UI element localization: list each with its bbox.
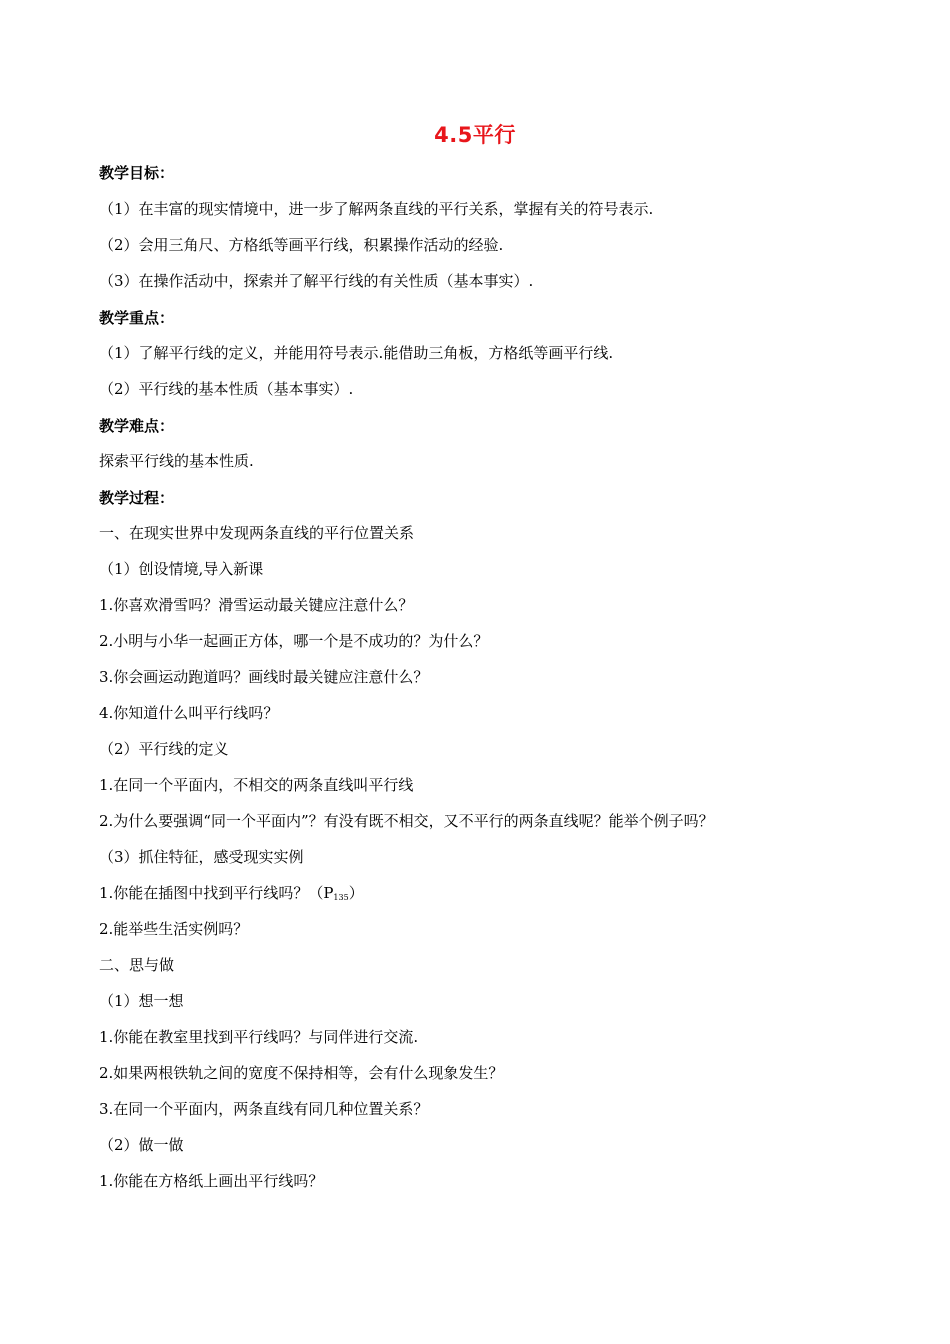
list-item: 3.你会画运动跑道吗？画线时最关键应注意什么？ <box>99 668 429 686</box>
list-item: 2.小明与小华一起画正方体，哪一个是不成功的？为什么？ <box>99 632 489 650</box>
list-item: 1.你能在方格纸上画出平行线吗？ <box>99 1172 324 1190</box>
list-item: 2.如果两根铁轨之间的宽度不保持相等，会有什么现象发生？ <box>99 1064 504 1082</box>
subsection-title: （2）做一做 <box>99 1136 184 1154</box>
list-item: 3.在同一个平面内，两条直线有同几种位置关系？ <box>99 1100 429 1118</box>
section-title: 一、在现实世界中发现两条直线的平行位置关系 <box>99 524 415 542</box>
goal-item: （1）在丰富的现实情境中，进一步了解两条直线的平行关系，掌握有关的符号表示. <box>99 200 654 218</box>
list-item: 1.在同一个平面内，不相交的两条直线叫平行线 <box>99 776 414 794</box>
section-title: 二、思与做 <box>99 956 175 974</box>
page-title: 4.5平行 <box>434 123 516 147</box>
goal-item: （3）在操作活动中，探索并了解平行线的有关性质（基本事实）. <box>99 272 534 290</box>
key-point-item: （2）平行线的基本性质（基本事实）. <box>99 380 354 398</box>
difficulty-text: 探索平行线的基本性质. <box>99 452 254 470</box>
list-item: 2.为什么要强调“同一个平面内”？有没有既不相交，又不平行的两条直线呢？能举个例子吗？ <box>99 812 714 830</box>
subsection-title: （2）平行线的定义 <box>99 740 229 758</box>
goal-item: （2）会用三角尺、方格纸等画平行线，积累操作活动的经验. <box>99 236 504 254</box>
difficulty-heading: 教学难点： <box>99 417 175 435</box>
page-reference-subscript: 135 <box>333 893 349 902</box>
subsection-title: （1）想一想 <box>99 992 184 1010</box>
key-points-heading: 教学重点： <box>99 309 175 327</box>
list-item-text: 1.你能在插图中找到平行线吗？（P <box>99 884 334 902</box>
list-item: 4.你知道什么叫平行线吗？ <box>99 704 279 722</box>
process-heading: 教学过程： <box>99 489 175 507</box>
list-item <box>99 882 910 909</box>
list-item-text-end: ） <box>348 884 364 902</box>
goals-heading: 教学目标： <box>99 164 175 182</box>
subsection-title: （1）创设情境,导入新课 <box>99 560 264 578</box>
list-item: 1.你能在教室里找到平行线吗？与同伴进行交流. <box>99 1028 419 1046</box>
list-item: 2.能举些生活实例吗？ <box>99 920 249 938</box>
key-point-item: （1）了解平行线的定义，并能用符号表示.能借助三角板，方格纸等画平行线. <box>99 344 614 362</box>
subsection-title: （3）抓住特征，感受现实实例 <box>99 848 304 866</box>
list-item: 1.你喜欢滑雪吗？滑雪运动最关键应注意什么？ <box>99 596 414 614</box>
